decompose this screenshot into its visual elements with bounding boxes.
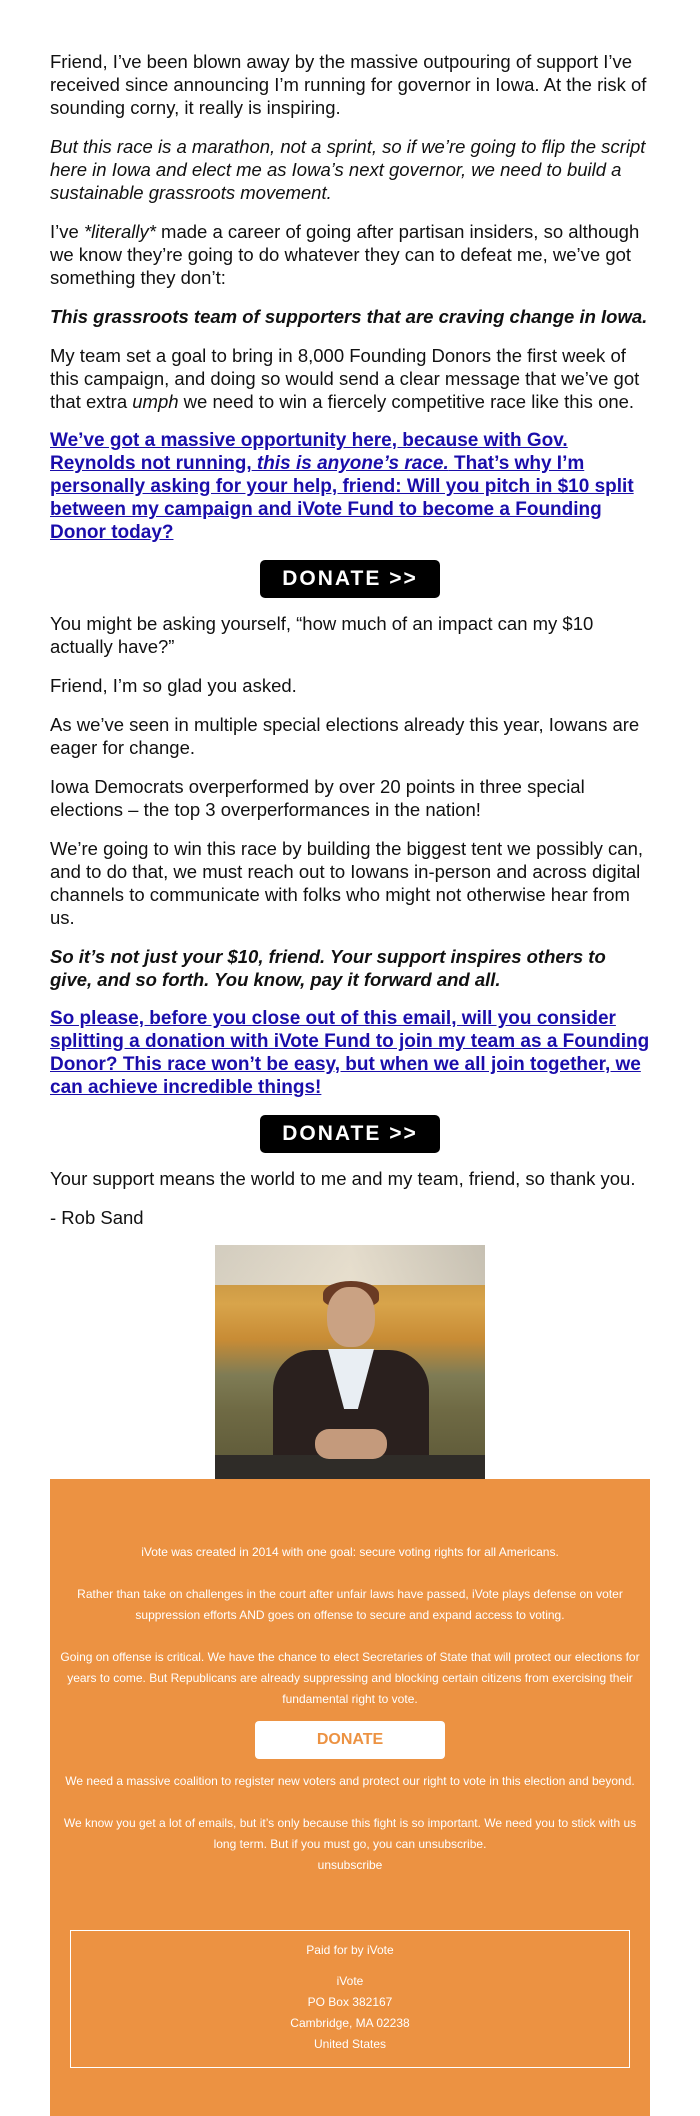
paragraph: You might be asking yourself, “how much of an impact can my $10 actually have?” <box>50 613 594 657</box>
signature: - Rob Sand <box>50 1207 144 1228</box>
footer-text: iVote was created in 2014 with one goal: secure voting rights for all Americans. <box>141 1545 559 1559</box>
footer-text: Rather than take on challenges in the court after unfair laws have passed, iVote plays defense on voter suppression efforts AND goes on offense to secure and expand access to voting. <box>77 1587 623 1622</box>
paragraph: Iowa Democrats overperformed by over 20 points in three special elections – the top 3 overperformances in the nation! <box>50 776 585 820</box>
footer-donate-button[interactable]: DONATE <box>255 1721 445 1759</box>
link-emphasis: this is anyone’s race. <box>251 453 449 474</box>
text-segment: My team set a goal to bring in 8,000 Founding Donors the first week of this campaign, and doing so would send a clear message that we’ve got that extra <box>50 345 640 412</box>
address-line: PO Box 382167 <box>307 1995 393 2009</box>
footer-panel <box>50 1479 650 2116</box>
donate-button-wrap <box>50 1115 650 1153</box>
email-body <box>50 50 650 1496</box>
donate-link-paragraph <box>50 1007 650 1099</box>
photo-head <box>327 1287 375 1347</box>
address-box <box>70 1930 630 2068</box>
paragraph: But this race is a marathon, not a sprint, so if we’re going to flip the script here in Iowa and elect me as Iowa’s next governor, we need to build a sustainable grassroots movement. <box>50 136 646 203</box>
candidate-photo <box>215 1245 485 1481</box>
paragraph: Friend, I’ve been blown away by the massive outpouring of support I’ve received since announcing I’m running for governor in Iowa. At the risk of sounding corny, it really is inspiring. <box>50 51 647 118</box>
footer-text: We need a massive coalition to register new voters and protect our right to vote in this election and beyond. <box>65 1774 635 1788</box>
paragraph: So it’s not just your $10, friend. Your support inspires others to give, and so forth. You know, pay it forward and all. <box>50 946 606 990</box>
text-segment: made a career of going after partisan insiders, so although we know they’re going to do whatever they can to defeat me, we’ve got something they don’t: <box>50 221 640 288</box>
paragraph <box>50 344 650 413</box>
text-segment: I’ve <box>50 221 84 242</box>
emphasis: umph <box>132 391 179 412</box>
link-text: We’ve got a massive opportunity here, because with Gov. Reynolds not running, <box>50 430 568 474</box>
paragraph <box>50 220 650 289</box>
address-line: United States <box>313 2037 387 2051</box>
donate-button-wrap <box>50 560 650 598</box>
paragraph: Friend, I’m so glad you asked. <box>50 675 297 696</box>
address-line: Cambridge, MA 02238 <box>290 2016 410 2030</box>
paragraph: As we’ve seen in multiple special elections already this year, Iowans are eager for change. <box>50 714 640 758</box>
donate-link[interactable]: So please, before you close out of this email, will you consider splitting a donation with iVote Fund to join my team as a Founding Donor? This race won’t be easy, but when we all join together, we can achieve incredible things! <box>50 1008 650 1098</box>
footer-donate-wrap <box>50 1721 650 1759</box>
donate-button[interactable]: DONATE >> <box>260 560 440 598</box>
text-segment: we need to win a fiercely competitive race like this one. <box>178 391 635 412</box>
footer-text: Going on offense is critical. We have the chance to elect Secretaries of State that will protect our elections for years to come. But Republicans are already suppressing and blocking certain citizens from exercising their fundamental right to vote. <box>60 1650 640 1706</box>
emphasis: *literally* <box>83 221 156 242</box>
link-text: That’s why I’m personally asking for your help, friend: Will you pitch in $10 split between my campaign and iVote Fund to become a Founding Donor today? <box>50 453 634 543</box>
donate-link-paragraph <box>50 429 650 544</box>
paragraph: Your support means the world to me and my team, friend, so thank you. <box>50 1168 636 1189</box>
paid-for: Paid for by iVote <box>306 1943 394 1957</box>
paragraph: This grassroots team of supporters that are craving change in Iowa. <box>50 306 648 327</box>
paragraph: We’re going to win this race by building the biggest tent we possibly can, and to do that, we must reach out to Iowans in-person and across digital channels to communicate with folks who might not otherwise hear from us. <box>50 838 644 928</box>
photo-hands <box>315 1429 387 1459</box>
donate-link[interactable] <box>50 430 634 543</box>
unsubscribe-link[interactable]: unsubscribe <box>317 1858 383 1872</box>
footer-text: We know you get a lot of emails, but it’s only because this fight is so important. We need you to stick with us long term. But if you must go, you can unsubscribe. <box>63 1816 637 1851</box>
address-line: iVote <box>336 1974 364 1988</box>
donate-button[interactable]: DONATE >> <box>260 1115 440 1153</box>
photo-sky <box>215 1245 485 1285</box>
